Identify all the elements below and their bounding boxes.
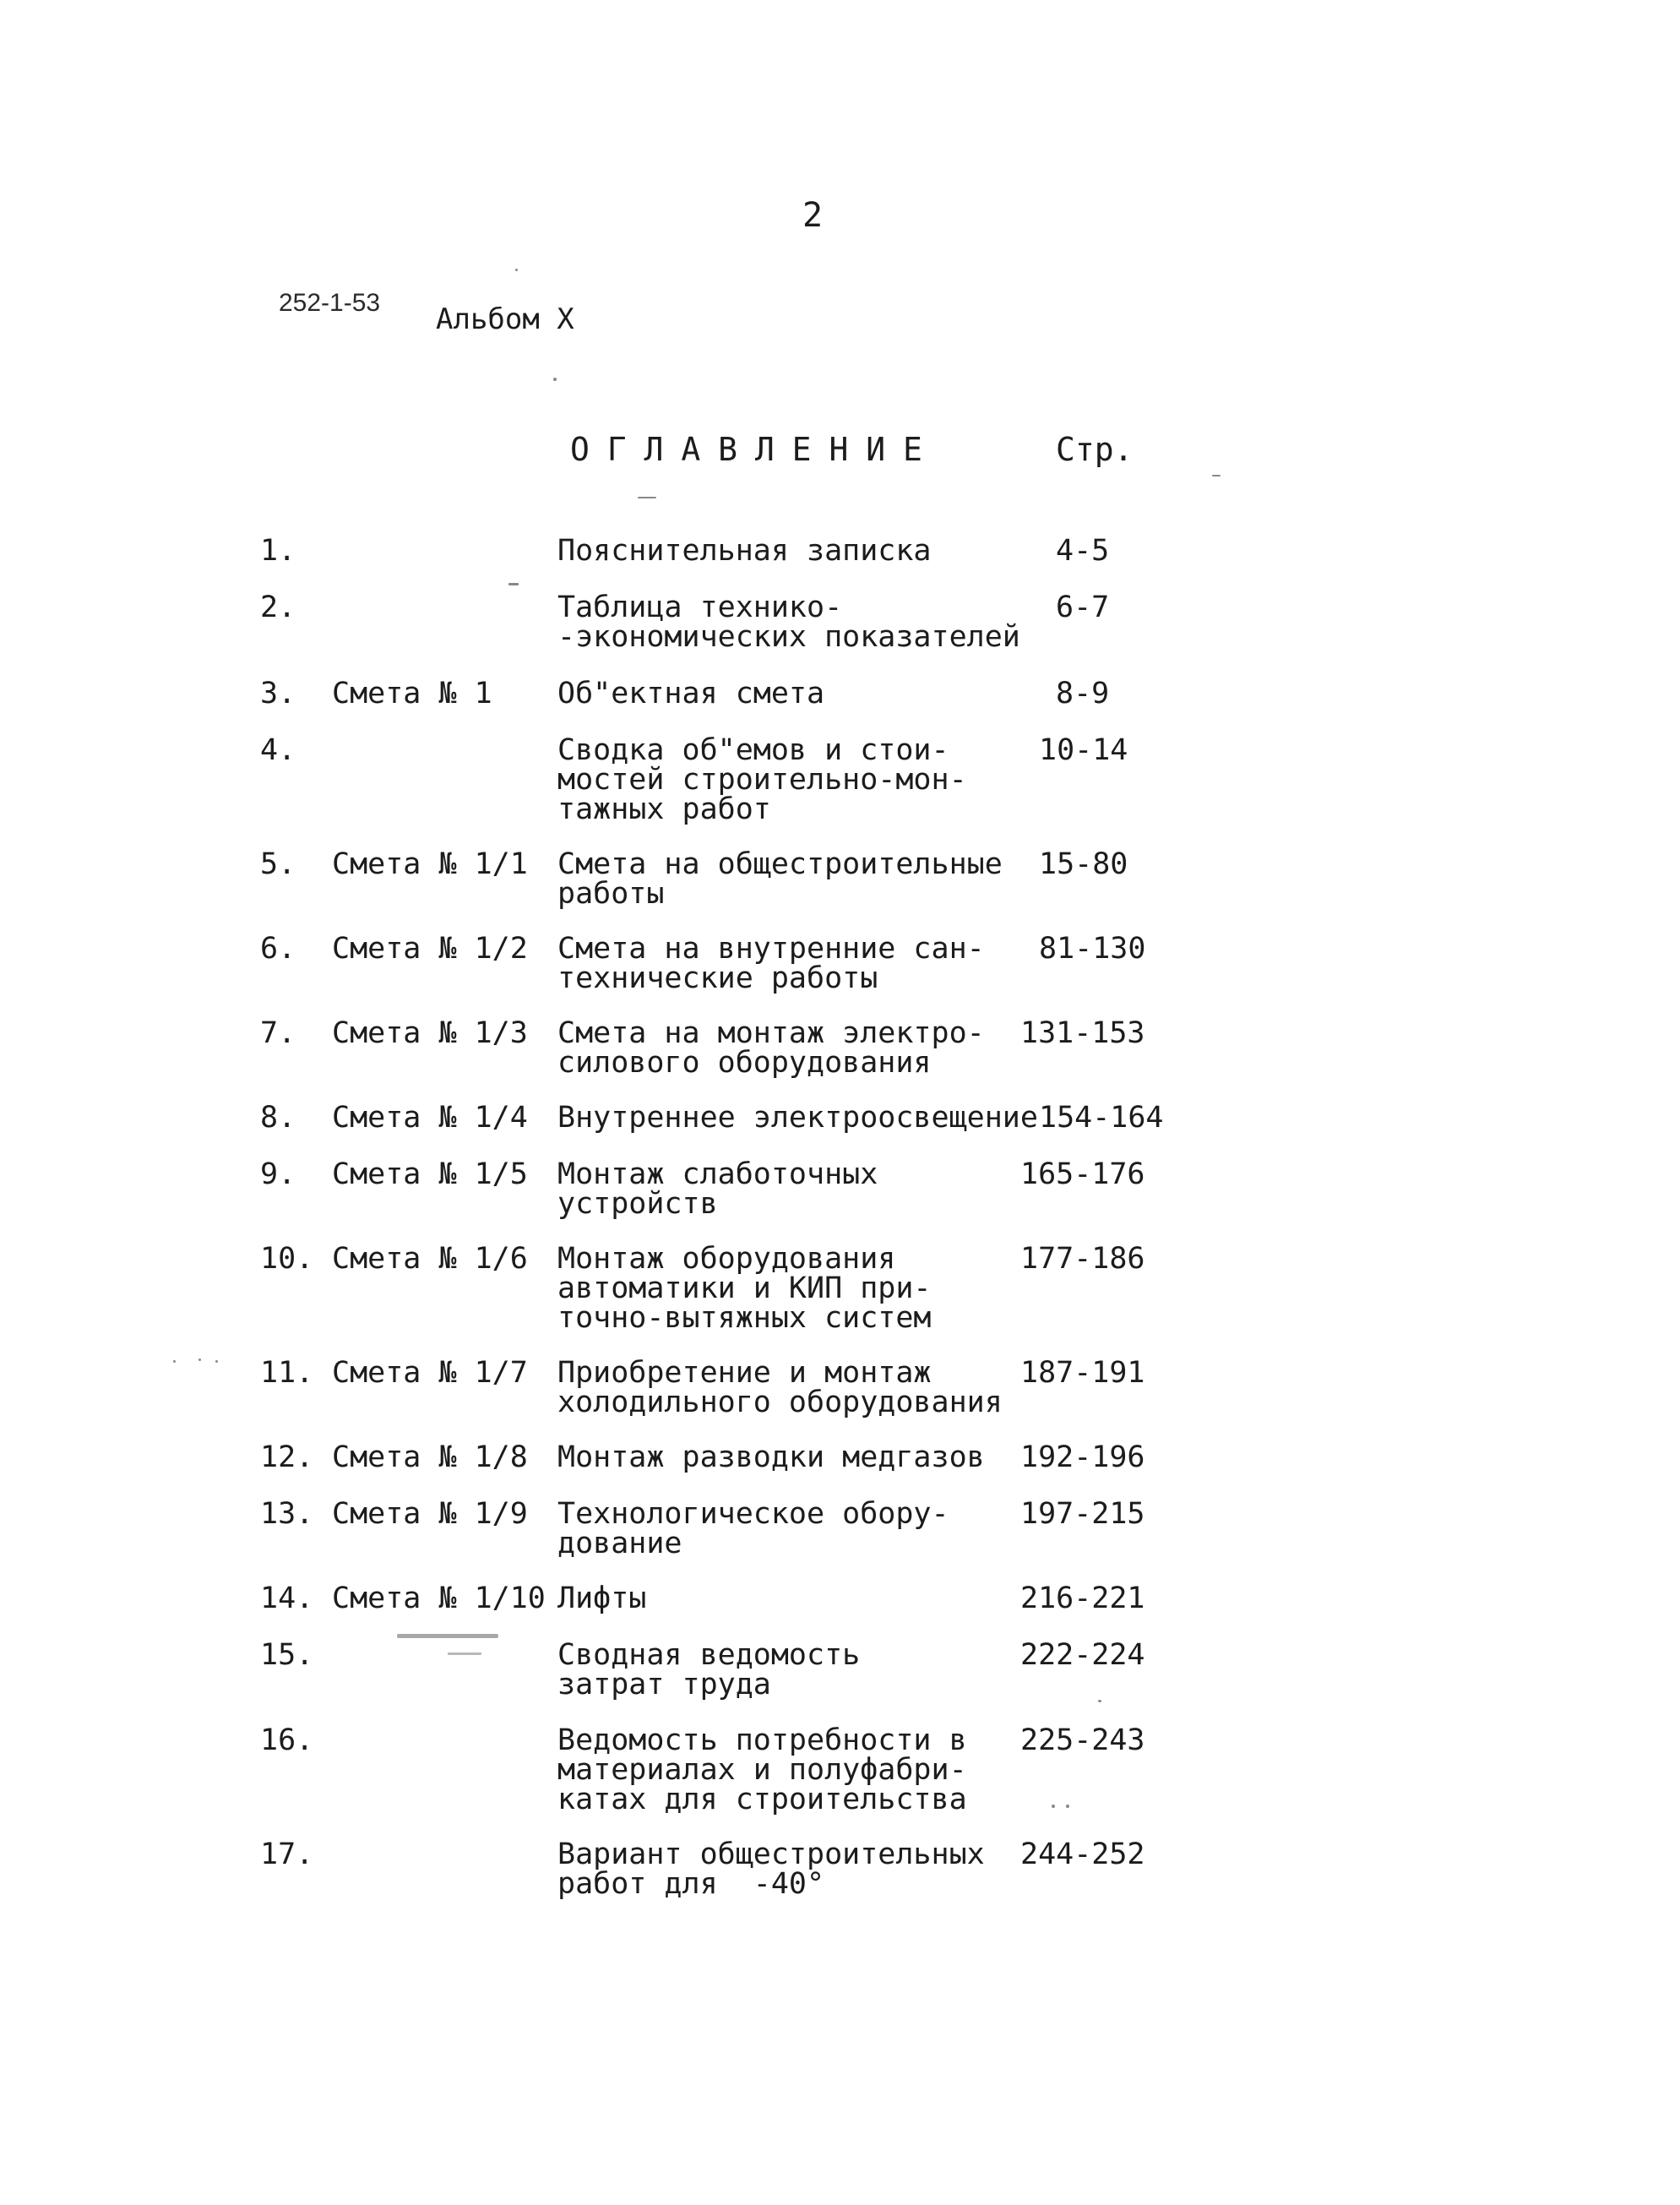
toc-item-number: 16. (260, 1723, 314, 1757)
document-code: 252-1-53 (279, 289, 381, 317)
toc-item-pages: 244-252 (1020, 1838, 1145, 1871)
toc-item-title-line: Пояснительная записка (557, 534, 932, 568)
toc-item-title-line: Внутреннее электроосвещение (557, 1101, 1038, 1135)
toc-item-pages: 6-7 (1056, 591, 1110, 624)
toc-item-title (557, 1497, 949, 1560)
toc-item-number: 14. (260, 1582, 314, 1615)
toc-item-title (557, 1016, 985, 1080)
toc-item-title (557, 1244, 932, 1333)
toc-item-pages: 10-14 (1039, 733, 1128, 767)
scan-speck (638, 497, 656, 498)
toc-item-estimate: Смета № 1/6 (332, 1242, 528, 1276)
toc-item-title-line: затрат труда (557, 1668, 771, 1701)
toc-item-title-line: Смета на монтаж электро- (557, 1016, 985, 1050)
toc-item-title-line: Сводка об"емов и стои- (557, 733, 949, 767)
scan-speck (553, 378, 557, 381)
toc-item-number: 3. (260, 677, 296, 710)
toc-item-title-line: -экономических показателей (557, 620, 1020, 654)
toc-item-title (557, 593, 1020, 652)
toc-item-title-line: холодильного оборудования (557, 1386, 1003, 1419)
page-number: 2 (802, 196, 824, 235)
toc-item-estimate: Смета № 1/5 (332, 1157, 528, 1191)
scan-speck (515, 269, 518, 271)
toc-item-title (557, 1840, 985, 1899)
toc-item-title-line: устройств (557, 1187, 718, 1221)
toc-item-title-line: Смета на внутренние сан- (557, 932, 985, 966)
toc-item-title-line: Смета на общестроительные (557, 847, 1003, 881)
scan-speck (1212, 475, 1221, 476)
toc-item-title-line: Монтаж слаботочных (557, 1157, 878, 1191)
toc-item-title-line: мостей строительно-мон- (557, 763, 967, 797)
toc-item-estimate: Смета № 1/10 (332, 1582, 546, 1615)
toc-item-number: 1. (260, 534, 296, 568)
toc-item-title-line: Об"ектная смета (557, 677, 825, 710)
toc-item-number: 13. (260, 1497, 314, 1531)
toc-item-title-line: Технологическое обору- (557, 1497, 949, 1531)
toc-item-title-line: Сводная ведомость (557, 1638, 861, 1672)
toc-item-title (557, 1440, 985, 1474)
toc-item-title (557, 1358, 1003, 1418)
page-column-header: Стр. (1056, 431, 1134, 468)
album-label: Альбом X (436, 302, 574, 336)
toc-item-number: 2. (260, 591, 296, 624)
toc-item-estimate: Смета № 1/7 (332, 1356, 528, 1390)
toc-item-pages: 165-176 (1020, 1157, 1145, 1191)
scan-smudge (448, 1652, 481, 1655)
toc-item-title-line: катах для строительства (557, 1783, 967, 1816)
scan-speck (173, 1360, 176, 1363)
toc-item-estimate: Смета № 1/1 (332, 847, 528, 881)
toc-item-title (557, 679, 824, 709)
toc-item-title (557, 1723, 967, 1816)
toc-item-number: 11. (260, 1356, 314, 1390)
scan-speck (508, 583, 519, 585)
toc-item-title-line: тажных работ (557, 792, 771, 826)
toc-item-title-line: Таблица технико- (557, 591, 843, 624)
toc-item-pages: 8-9 (1056, 677, 1110, 710)
toc-item-estimate: Смета № 1/2 (332, 932, 528, 966)
toc-item-title-line: Вариант общестроительных (557, 1838, 985, 1871)
scan-speck (1098, 1700, 1101, 1702)
toc-item-title (557, 934, 985, 994)
toc-item-pages: 222-224 (1020, 1638, 1145, 1672)
toc-item-number: 5. (260, 847, 296, 881)
toc-item-title (557, 1103, 1038, 1133)
toc-item-title (557, 1157, 878, 1221)
scan-speck (1052, 1805, 1055, 1808)
toc-item-number: 4. (260, 733, 296, 767)
scan-smudge (397, 1634, 498, 1638)
toc-item-title-line: дование (557, 1527, 682, 1560)
toc-item-pages: 192-196 (1020, 1440, 1145, 1474)
toc-item-title-line: Приобретение и монтаж (557, 1356, 932, 1390)
toc-item-title (557, 1638, 861, 1701)
toc-item-pages: 225-243 (1020, 1723, 1145, 1757)
toc-item-pages: 15-80 (1039, 847, 1128, 881)
toc-heading: ОГЛАВЛЕНИЕ (570, 431, 940, 468)
toc-item-number: 7. (260, 1016, 296, 1050)
toc-item-pages: 197-215 (1020, 1497, 1145, 1531)
scan-speck (215, 1360, 218, 1363)
toc-item-title (557, 733, 967, 826)
toc-item-estimate: Смета № 1/4 (332, 1101, 528, 1135)
toc-item-pages: 216-221 (1020, 1582, 1145, 1615)
toc-item-title-line: работы (557, 877, 665, 911)
toc-item-number: 9. (260, 1157, 296, 1191)
toc-item-pages: 187-191 (1020, 1356, 1145, 1390)
toc-item-number: 6. (260, 932, 296, 966)
toc-item-pages: 81-130 (1039, 932, 1146, 966)
toc-item-title-line: Монтаж разводки медгазов (557, 1440, 985, 1474)
toc-item-estimate: Смета № 1 (332, 677, 492, 710)
toc-item-title (557, 1584, 646, 1614)
toc-item-title-line: Монтаж оборудования (557, 1242, 896, 1276)
scan-speck (198, 1358, 201, 1361)
toc-item-title-line: Лифты (557, 1582, 647, 1615)
toc-item-pages: 177-186 (1020, 1242, 1145, 1276)
toc-item-pages: 154-164 (1039, 1101, 1164, 1135)
toc-item-title-line: силового оборудования (557, 1046, 932, 1080)
toc-item-title-line: точно-вытяжных систем (557, 1301, 932, 1335)
toc-item-title-line: технические работы (557, 961, 878, 995)
toc-item-number: 12. (260, 1440, 314, 1474)
toc-item-pages: 4-5 (1056, 534, 1110, 568)
toc-item-title-line: работ для -40° (557, 1867, 825, 1901)
toc-item-number: 8. (260, 1101, 296, 1135)
toc-item-title-line: Ведомость потребности в (557, 1723, 967, 1757)
toc-item-number: 17. (260, 1838, 314, 1871)
toc-item-title (557, 536, 932, 566)
toc-item-estimate: Смета № 1/8 (332, 1440, 528, 1474)
toc-item-number: 15. (260, 1638, 314, 1672)
scan-speck (1066, 1805, 1069, 1808)
toc-item-title-line: автоматики и КИП при- (557, 1271, 932, 1305)
toc-item-number: 10. (260, 1242, 314, 1276)
toc-item-estimate: Смета № 1/9 (332, 1497, 528, 1531)
toc-item-title-line: материалах и полуфабри- (557, 1753, 967, 1787)
toc-item-estimate: Смета № 1/3 (332, 1016, 528, 1050)
toc-item-title (557, 847, 1003, 911)
toc-item-pages: 131-153 (1020, 1016, 1145, 1050)
